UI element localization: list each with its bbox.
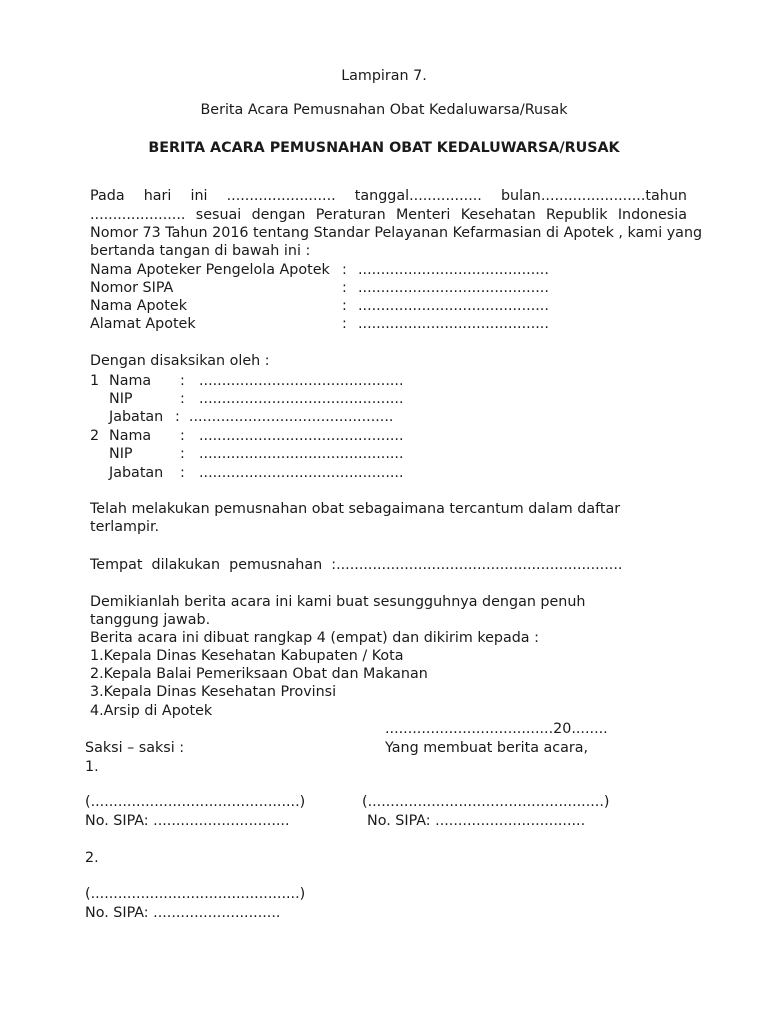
word: ini — [190, 188, 208, 204]
jabatan-label: Jabatan — [109, 409, 164, 425]
witnesses-label: Saksi – saksi : — [85, 740, 185, 756]
maker-sipa: No. SIPA: ................................. — [367, 813, 586, 829]
field-label: Nama Apotek — [90, 298, 187, 314]
jabatan-label: Jabatan — [109, 465, 164, 481]
witness-1-number: 1. — [85, 759, 99, 775]
field-colon: : — [342, 262, 347, 278]
name-label: Nama — [109, 373, 152, 389]
nip-label: NIP — [109, 446, 133, 462]
witness-2-number: 2. — [85, 850, 99, 866]
word: Kesehatan — [460, 207, 536, 223]
field-colon: : — [342, 316, 347, 332]
statement-line-2: terlampir. — [90, 519, 160, 535]
location-line: Tempat dilakukan pemusnahan :............................................................... — [90, 557, 623, 573]
field-colon: : — [342, 298, 347, 314]
field-value: .......................................... — [358, 316, 549, 332]
word: Indonesia — [617, 207, 687, 223]
intro-line-2 — [90, 206, 687, 224]
document-title: BERITA ACARA PEMUSNAHAN OBAT KEDALUWARSA/RUSAK — [148, 140, 620, 156]
date-place-line: .....................................20........ — [385, 721, 608, 737]
witness-number: 1 — [90, 373, 100, 389]
colon: : — [180, 428, 185, 444]
field-value: .......................................... — [358, 298, 549, 314]
intro-line-3: Nomor 73 Tahun 2016 tentang Standar Pelayanan Kefarmasian di Apotek , kami yang — [90, 225, 703, 241]
name-blank: ............................................. — [199, 373, 404, 389]
copies-line: Berita acara ini dibuat rangkap 4 (empat) dan dikirim kepada : — [90, 630, 539, 646]
month-year-blank: bulan.......................tahun — [500, 188, 687, 204]
nip-label: NIP — [109, 391, 133, 407]
field-label: Nama Apoteker Pengelola Apotek — [90, 262, 330, 278]
field-value: .......................................... — [358, 262, 549, 278]
word: hari — [143, 188, 172, 204]
witness-2-signature: (..............................................) — [85, 886, 306, 902]
maker-label: Yang membuat berita acara, — [385, 740, 589, 756]
witness-number: 2 — [90, 428, 100, 444]
field-label: Nomor SIPA — [90, 280, 174, 296]
word: Menteri — [395, 207, 451, 223]
word: Peraturan — [315, 207, 386, 223]
word: sesuai — [195, 207, 242, 223]
colon: : — [180, 465, 185, 481]
document-subtitle: Berita Acara Pemusnahan Obat Kedaluwarsa/Rusak — [200, 102, 568, 118]
witness-1-sipa: No. SIPA: .............................. — [85, 813, 290, 829]
colon: : — [180, 391, 185, 407]
intro-line-1 — [90, 187, 687, 205]
witness-2-sipa: No. SIPA: ............................ — [85, 905, 281, 921]
word: dengan — [251, 207, 306, 223]
jabatan-blank: : ............................................. — [175, 409, 394, 425]
closing-line-1: Demikianlah berita acara ini kami buat sesungguhnya dengan penuh — [90, 594, 586, 610]
name-label: Nama — [109, 428, 152, 444]
word: Pada — [90, 188, 125, 204]
field-label: Alamat Apotek — [90, 316, 196, 332]
nip-blank: ............................................. — [199, 446, 404, 462]
year-blank: ..................... — [90, 207, 186, 223]
colon: : — [180, 446, 185, 462]
lampiran-label: Lampiran 7. — [341, 68, 427, 84]
field-colon: : — [342, 280, 347, 296]
name-blank: ............................................. — [199, 428, 404, 444]
list-item: 4.Arsip di Apotek — [90, 703, 213, 719]
closing-line-2: tanggung jawab. — [90, 612, 211, 628]
list-item: 3.Kepala Dinas Kesehatan Provinsi — [90, 684, 337, 700]
list-item: 1.Kepala Dinas Kesehatan Kabupaten / Kota — [90, 648, 404, 664]
statement-line-1: Telah melakukan pemusnahan obat sebagaimana tercantum dalam daftar — [90, 501, 621, 517]
nip-blank: ............................................. — [199, 391, 404, 407]
word: Republik — [546, 207, 608, 223]
date-blank: tanggal................ — [354, 188, 482, 204]
list-item: 2.Kepala Balai Pemeriksaan Obat dan Makanan — [90, 666, 428, 682]
witness-1-signature: (..............................................) — [85, 794, 306, 810]
witness-heading: Dengan disaksikan oleh : — [90, 353, 270, 369]
field-value: .......................................... — [358, 280, 549, 296]
day-blank: ........................ — [226, 188, 336, 204]
colon: : — [180, 373, 185, 389]
intro-line-4: bertanda tangan di bawah ini : — [90, 243, 311, 259]
maker-signature: (....................................................) — [362, 794, 610, 810]
jabatan-blank: ............................................. — [199, 465, 404, 481]
